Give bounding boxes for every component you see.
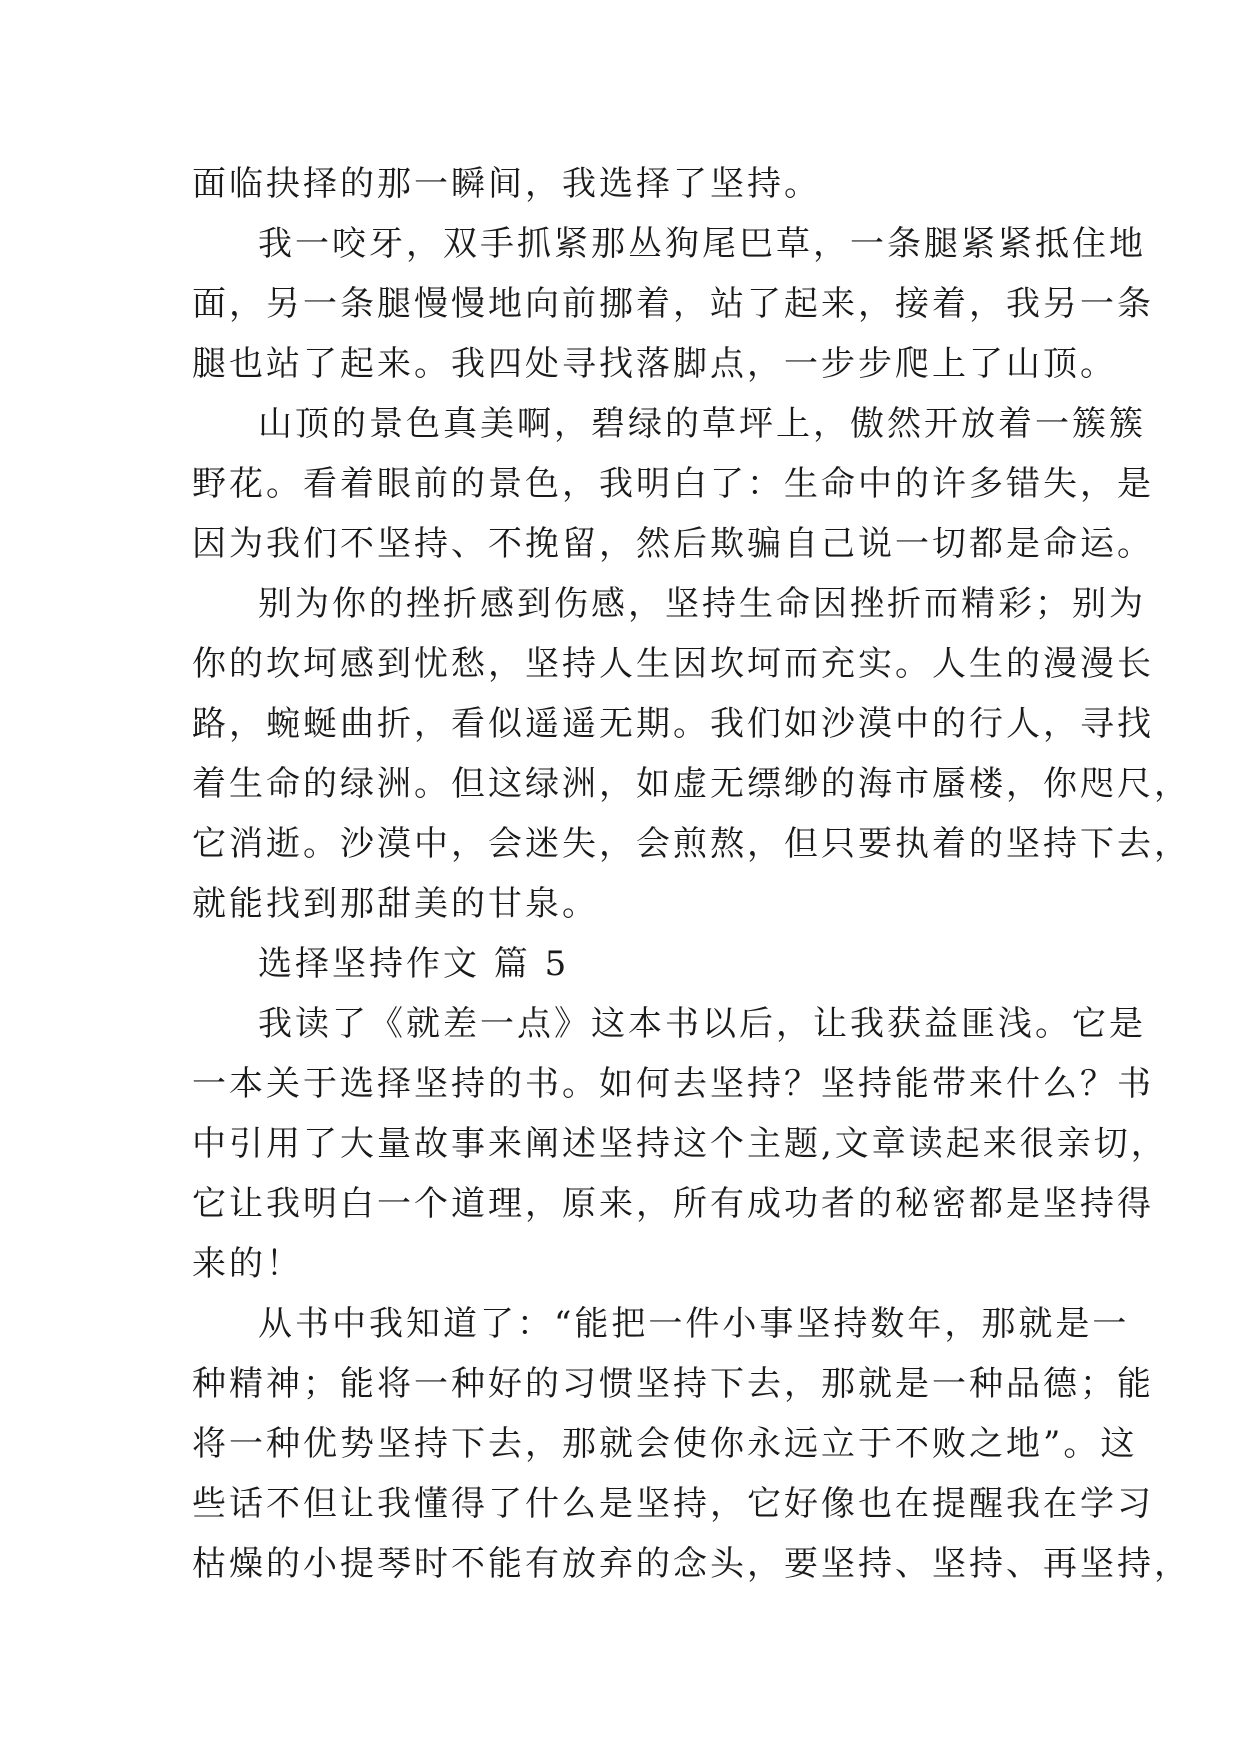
text-line: 枯燥的小提琴时不能有放弃的念头，要坚持、坚持、再坚持， [192, 1544, 1191, 1584]
text-line: 山顶的景色真美啊，碧绿的草坪上，傲然开放着一簇簇 [258, 404, 1146, 444]
text-line: 野花。看着眼前的景色，我明白了：生命中的许多错失，是 [192, 464, 1154, 504]
text-line: 些话不但让我懂得了什么是坚持，它好像也在提醒我在学习 [192, 1484, 1154, 1524]
text-line: 因为我们不坚持、不挽留，然后欺骗自己说一切都是命运。 [192, 524, 1154, 564]
text-line: 我读了《就差一点》这本书以后，让我获益匪浅。它是 [258, 1004, 1146, 1044]
text-line: 面，另一条腿慢慢地向前挪着，站了起来，接着，我另一条 [192, 284, 1154, 324]
text-line: 你的坎坷感到忧愁，坚持人生因坎坷而充实。人生的漫漫长 [192, 644, 1154, 684]
text-line: 来的！ [192, 1244, 303, 1284]
text-line: 着生命的绿洲。但这绿洲，如虚无缥缈的海市蜃楼，你咫尺， [192, 764, 1191, 804]
text-line: 它消逝。沙漠中，会迷失，会煎熬，但只要执着的坚持下去， [192, 824, 1191, 864]
text-line: 从书中我知道了：“能把一件小事坚持数年，那就是一 [258, 1304, 1130, 1344]
text-line: 一本关于选择坚持的书。如何去坚持？坚持能带来什么？书 [192, 1064, 1154, 1104]
text-line: 面临抉择的那一瞬间，我选择了坚持。 [192, 164, 821, 204]
text-line: 腿也站了起来。我四处寻找落脚点，一步步爬上了山顶。 [192, 344, 1117, 384]
text-line: 中引用了大量故事来阐述坚持这个主题,文章读起来很亲切， [192, 1124, 1168, 1164]
text-line: 它让我明白一个道理，原来，所有成功者的秘密都是坚持得 [192, 1184, 1154, 1224]
text-line: 路，蜿蜒曲折，看似遥遥无期。我们如沙漠中的行人，寻找 [192, 704, 1154, 744]
text-line: 别为你的挫折感到伤感，坚持生命因挫折而精彩；别为 [258, 584, 1146, 624]
text-line: 我一咬牙，双手抓紧那丛狗尾巴草，一条腿紧紧抵住地 [258, 224, 1146, 264]
text-line: 种精神；能将一种好的习惯坚持下去，那就是一种品德；能 [192, 1364, 1154, 1404]
section-heading: 选择坚持作文 篇 5 [258, 944, 570, 984]
text-line: 就能找到那甜美的甘泉。 [192, 884, 599, 924]
text-line: 将一种优势坚持下去，那就会使你永远立于不败之地”。这 [192, 1424, 1138, 1464]
